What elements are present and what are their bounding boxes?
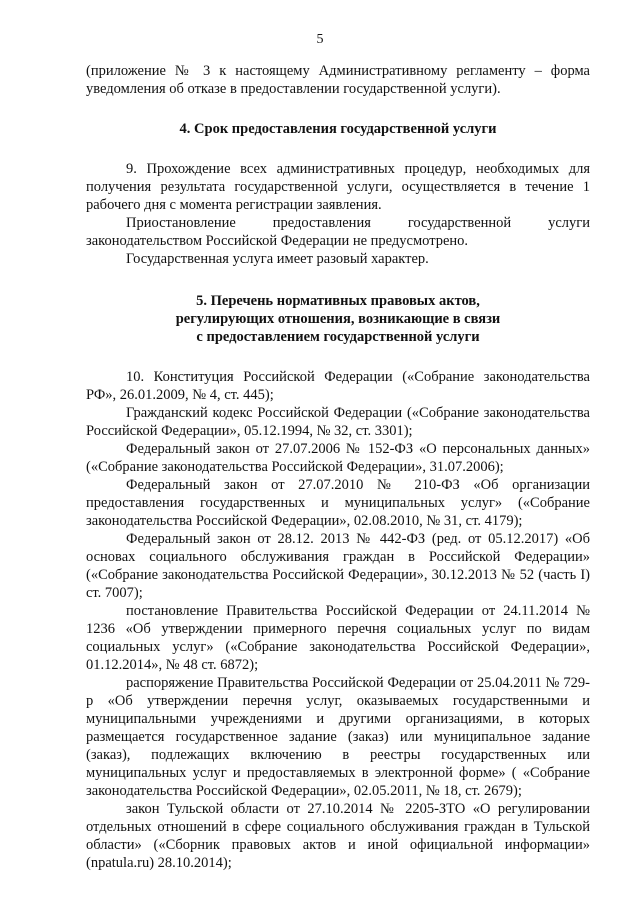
paragraph-9: 9. Прохождение всех административных процедур, необходимых для получения результата государственной услуги, осуществляется в течение 1 рабочего дня с момента регистрации заявления. [86,161,590,213]
act-442-fz: Федеральный закон от 28.12. 2013 № 442-ФЗ (ред. от 05.12.2017) «Об основах социального обслуживания граждан в Российской Федерации» («Собрание законодательства Российской Федерации», 30.12.2013 № 52 (часть I) ст. 7007); [86,531,590,601]
act-tula-law-2205: закон Тульской области от 27.10.2014 № 2205-ЗТО «О регулировании отдельных отношений в сфере социального обслуживания граждан в Тульской области» («Сборник правовых актов и иной официальной информации» (npatula.ru) 28.10.2014); [86,801,590,871]
act-constitution: 10. Конституция Российской Федерации («Собрание законодательства РФ», 26.01.2009, № 4, ст. 445); [86,369,590,403]
paragraph-one-time: Государственная услуга имеет разовый характер. [126,251,429,267]
act-resolution-1236: постановление Правительства Российской Федерации от 24.11.2014 № 1236 «Об утверждении примерного перечня социальных услуг по видам социальных услуг» («Собрание законодательства Российской Федерации», 01.12.2014», № 48 ст. 6872); [86,603,590,673]
act-civil-code: Гражданский кодекс Российской Федерации («Собрание законодательства Российской Федерации», 05.12.1994, № 32, ст. 3301); [86,405,590,439]
act-210-fz: Федеральный закон от 27.07.2010 № 210-ФЗ «Об организации предоставления государственных и муниципальных услуг» («Собрание законодательства Российской Федерации», 02.08.2010, № 31, ст. 4179); [86,477,590,529]
act-order-729-r: распоряжение Правительства Российской Федерации от 25.04.2011 № 729-р «Об утверждении перечня услуг, оказываемых государственными и муниципальными учреждениями и другими организациями, в которых размещается государственное задание (заказ) или муниципальное задание (заказ), подлежащих включению в реестры государственных или муниципальных услуг и предоставляемых в электронной форме» ( «Собрание законодательства Российской Федерации», 02.05.2011, № 18, ст. 2679); [86,675,590,799]
document-body [86,62,590,872]
paragraph-suspension: Приостановление предоставления государственной услуги законодательством Российской Федерации не предусмотрено. [86,215,590,249]
section-5-title-line-1: 5. Перечень нормативных правовых актов, [196,293,480,309]
section-4-title: 4. Срок предоставления государственной услуги [179,121,497,137]
page-number: 5 [316,32,324,47]
section-5-title [86,292,590,346]
act-152-fz: Федеральный закон от 27.07.2006 № 152-ФЗ «О персональных данных» («Собрание законодательства Российской Федерации», 31.07.2006); [86,441,590,475]
section-5-title-line-3: с предоставлением государственной услуги [196,329,480,345]
section-5-title-line-2: регулирующих отношения, возникающие в связи [175,311,501,327]
intro-paragraph: (приложение № 3 к настоящему Административному регламенту – форма уведомления об отказе в предоставлении государственной услуги). [86,63,590,97]
